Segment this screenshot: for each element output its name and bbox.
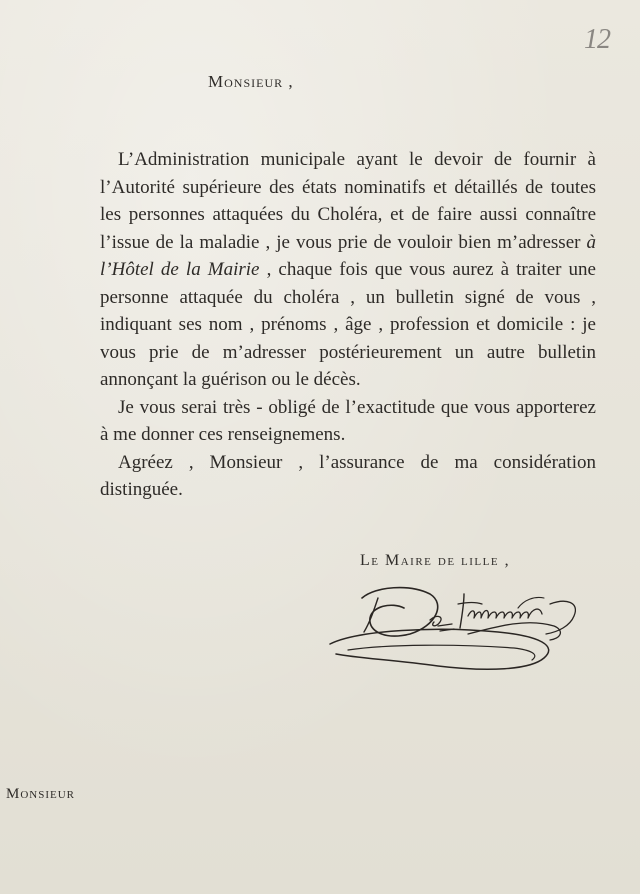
salutation: Monsieur , xyxy=(208,72,294,91)
address-line: Monsieur xyxy=(6,786,76,802)
paragraph-1-continuation: , chaque fois que vous aurez à traiter une personne attaquée du choléra , un bulletin signé de vous , indiquant ses nom , prénoms , âge , profession et domicile : je vous prie de m’adresser postérieurement un autre bulletin annonçant la guérison ou le décès. xyxy=(100,259,596,390)
paragraph-2: Je vous serai très - obligé de l’exactitude que vous apporterez à me donner ces renseignemens. xyxy=(100,396,596,445)
mairie-emphasis: à l’Hôtel de la Mairie xyxy=(100,231,596,280)
paragraph-1 xyxy=(100,146,596,394)
folio-number: 12 xyxy=(584,24,610,55)
paragraph-1-text: L’Administration municipale ayant le devoir de fournir à l’Autorité supérieure des états nominatifs et détaillés de toutes les personnes attaquées du Choléra, et de faire aussi connaître l’issue de la maladie , je vous prie de vouloir bien m’adresser xyxy=(100,149,596,253)
signature-title: Le Maire de lille , xyxy=(360,552,511,569)
mayor-signature xyxy=(318,574,588,684)
paragraph-3: Agréez , Monsieur , l’assurance de ma considération distinguée. xyxy=(100,451,596,500)
letter-body xyxy=(100,146,596,504)
